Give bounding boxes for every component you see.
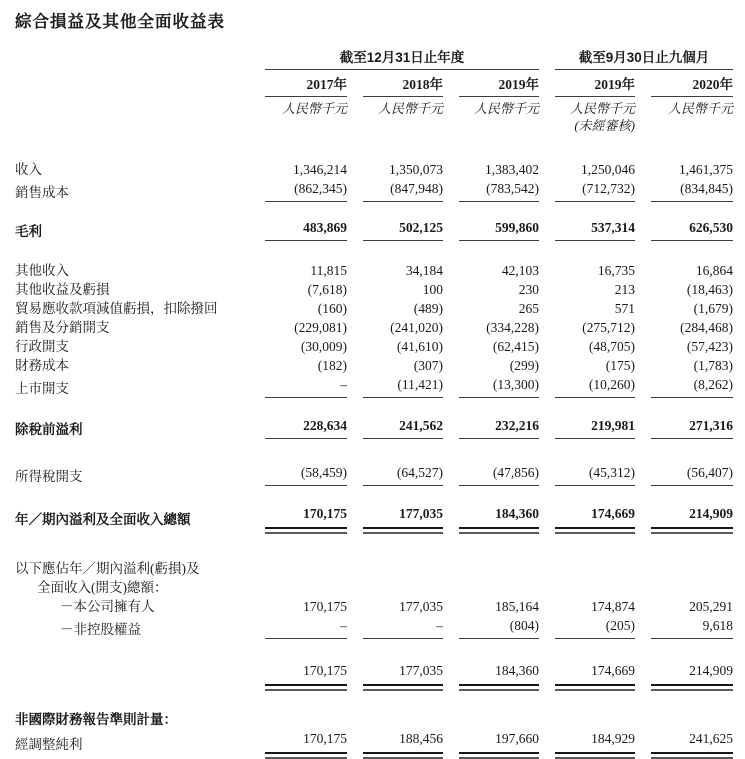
non-controlling-interests-value: – bbox=[363, 616, 443, 639]
non-controlling-interests-value: (804) bbox=[459, 616, 539, 639]
trade-receivables-impairment-value: (1,679) bbox=[693, 301, 733, 316]
non-controlling-interests-value: (205) bbox=[555, 616, 635, 639]
other-gains-losses-value: 230 bbox=[518, 282, 539, 297]
adjusted-net-profit-label: 經調整純利 bbox=[15, 737, 83, 752]
year-header-2020-interim: 2020年 bbox=[651, 75, 733, 97]
profit-before-tax-label: 除稅前溢利 bbox=[15, 422, 83, 437]
trade-receivables-impairment-value: (489) bbox=[413, 301, 443, 316]
unit-label: 人民幣千元 bbox=[473, 101, 539, 116]
revenue-value: 1,461,375 bbox=[679, 162, 733, 177]
income-tax-expense-value: (47,856) bbox=[459, 463, 539, 486]
unit-label: 人民幣千元 bbox=[281, 101, 347, 116]
adjusted-net-profit-value: 241,625 bbox=[651, 729, 733, 754]
cost-of-sales-value: (862,345) bbox=[265, 179, 347, 202]
year-header-2019-interim: 2019年 bbox=[555, 75, 635, 97]
other-gains-losses-value: 213 bbox=[614, 282, 635, 297]
non-controlling-interests-row bbox=[15, 616, 737, 639]
listing-expenses-value: – bbox=[265, 375, 347, 398]
listing-expenses-value: (11,421) bbox=[363, 375, 443, 398]
attributable-heading-line2: 全面收入(開支)總額： bbox=[37, 580, 168, 595]
attributable-total-value: 184,360 bbox=[459, 661, 539, 686]
profit-before-tax-value: 241,562 bbox=[363, 416, 443, 439]
admin-expenses-value: (57,423) bbox=[686, 339, 733, 354]
finance-costs-value: (299) bbox=[509, 358, 539, 373]
cost-of-sales-row bbox=[15, 179, 737, 202]
attributable-total-value: 174,669 bbox=[555, 661, 635, 686]
gross-profit-row bbox=[15, 218, 737, 241]
profit-before-tax-row bbox=[15, 416, 737, 439]
revenue-value: 1,350,073 bbox=[389, 162, 443, 177]
income-tax-expense-value: (56,407) bbox=[651, 463, 733, 486]
profit-before-tax-value: 232,216 bbox=[459, 416, 539, 439]
other-income-row bbox=[15, 261, 737, 280]
finance-costs-value: (1,783) bbox=[693, 358, 733, 373]
revenue-value: 1,383,402 bbox=[485, 162, 539, 177]
revenue-value: 1,250,046 bbox=[581, 162, 635, 177]
admin-expenses-value: (41,610) bbox=[396, 339, 443, 354]
attributable-heading bbox=[15, 559, 737, 597]
cost-of-sales-value: (712,732) bbox=[555, 179, 635, 202]
admin-expenses-value: (30,009) bbox=[300, 339, 347, 354]
gross-profit-label: 毛利 bbox=[15, 224, 42, 239]
revenue-row bbox=[15, 160, 737, 179]
total-comprehensive-income-label: 年／期內溢利及全面收入總額 bbox=[15, 512, 191, 527]
owners-of-company-value: 170,175 bbox=[303, 599, 347, 614]
listing-expenses-value: (8,262) bbox=[651, 375, 733, 398]
finance-costs-label: 財務成本 bbox=[15, 358, 69, 373]
adjusted-net-profit-value: 184,929 bbox=[555, 729, 635, 754]
cost-of-sales-value: (783,542) bbox=[459, 179, 539, 202]
unit-label: 人民幣千元 bbox=[667, 101, 733, 116]
income-tax-expense-value: (58,459) bbox=[265, 463, 347, 486]
total-comprehensive-income-value: 184,360 bbox=[459, 504, 539, 529]
other-income-value: 42,103 bbox=[501, 263, 539, 278]
owners-of-company-label: －本公司擁有人 bbox=[60, 599, 155, 614]
unit-label: 人民幣千元 bbox=[377, 101, 443, 116]
non-controlling-interests-value: – bbox=[265, 616, 347, 639]
other-gains-losses-value: (7,618) bbox=[307, 282, 347, 297]
total-comprehensive-income-value: 170,175 bbox=[265, 504, 347, 529]
admin-expenses-value: (48,705) bbox=[588, 339, 635, 354]
revenue-value: 1,346,214 bbox=[293, 162, 347, 177]
selling-distribution-value: (334,228) bbox=[486, 320, 539, 335]
column-group-annual: 截至12月31日止年度 bbox=[265, 48, 539, 70]
column-group-interim: 截至9月30日止九個月 bbox=[555, 48, 733, 70]
adjusted-net-profit-value: 170,175 bbox=[265, 729, 347, 754]
adjusted-net-profit-value: 188,456 bbox=[363, 729, 443, 754]
selling-distribution-value: (241,020) bbox=[390, 320, 443, 335]
year-header-2017: 2017年 bbox=[265, 75, 347, 97]
total-comprehensive-income-value: 214,909 bbox=[651, 504, 733, 529]
unit-label: 人民幣千元 bbox=[569, 101, 635, 116]
attributable-total-value: 170,175 bbox=[265, 661, 347, 686]
other-income-value: 11,815 bbox=[310, 263, 347, 278]
cost-of-sales-label: 銷售成本 bbox=[15, 185, 69, 200]
selling-distribution-value: (284,468) bbox=[680, 320, 733, 335]
trade-receivables-impairment-value: 265 bbox=[518, 301, 539, 316]
profit-before-tax-value: 228,634 bbox=[265, 416, 347, 439]
column-group-header-row bbox=[15, 48, 737, 70]
other-income-value: 16,735 bbox=[597, 263, 635, 278]
unit-label-unaudited bbox=[555, 100, 635, 134]
owners-of-company-row bbox=[15, 597, 737, 616]
cost-of-sales-value: (834,845) bbox=[651, 179, 733, 202]
listing-expenses-value: (10,260) bbox=[555, 375, 635, 398]
listing-expenses-value: (13,300) bbox=[459, 375, 539, 398]
other-income-label: 其他收入 bbox=[15, 263, 69, 278]
non-controlling-interests-value: 9,618 bbox=[651, 616, 733, 639]
unaudited-note: (未經審核) bbox=[574, 118, 635, 133]
gross-profit-value: 502,125 bbox=[363, 218, 443, 241]
listing-expenses-row bbox=[15, 375, 737, 398]
income-tax-expense-value: (64,527) bbox=[363, 463, 443, 486]
selling-distribution-label: 銷售及分銷開支 bbox=[15, 320, 110, 335]
total-comprehensive-income-value: 177,035 bbox=[363, 504, 443, 529]
finance-costs-row bbox=[15, 356, 737, 375]
revenue-label: 收入 bbox=[15, 162, 42, 177]
other-gains-losses-label: 其他收益及虧損 bbox=[15, 282, 110, 297]
other-income-value: 34,184 bbox=[405, 263, 443, 278]
total-comprehensive-income-row bbox=[15, 504, 737, 529]
selling-distribution-value: (275,712) bbox=[582, 320, 635, 335]
finance-costs-value: (307) bbox=[413, 358, 443, 373]
total-comprehensive-income-value: 174,669 bbox=[555, 504, 635, 529]
trade-receivables-impairment-value: (160) bbox=[317, 301, 347, 316]
gross-profit-value: 537,314 bbox=[555, 218, 635, 241]
trade-receivables-impairment-row bbox=[15, 299, 737, 318]
page-title: 綜合損益及其他全面收益表 bbox=[15, 13, 225, 31]
attributable-heading-line1: 以下應佔年／期內溢利(虧損)及 bbox=[15, 561, 200, 576]
listing-expenses-label: 上市開支 bbox=[15, 381, 69, 396]
cost-of-sales-value: (847,948) bbox=[363, 179, 443, 202]
other-gains-losses-value: 100 bbox=[422, 282, 443, 297]
owners-of-company-value: 177,035 bbox=[399, 599, 443, 614]
income-tax-expense-row bbox=[15, 463, 737, 486]
owners-of-company-value: 205,291 bbox=[689, 599, 733, 614]
year-header-row bbox=[15, 75, 737, 97]
gross-profit-value: 599,860 bbox=[459, 218, 539, 241]
attributable-total-row bbox=[15, 661, 737, 686]
profit-before-tax-value: 219,981 bbox=[555, 416, 635, 439]
gross-profit-value: 626,530 bbox=[651, 218, 733, 241]
other-gains-losses-value: (18,463) bbox=[686, 282, 733, 297]
gross-profit-value: 483,869 bbox=[265, 218, 347, 241]
adjusted-net-profit-value: 197,660 bbox=[459, 729, 539, 754]
profit-before-tax-value: 271,316 bbox=[651, 416, 733, 439]
admin-expenses-value: (62,415) bbox=[492, 339, 539, 354]
selling-distribution-value: (229,081) bbox=[294, 320, 347, 335]
attributable-total-value: 214,909 bbox=[651, 661, 733, 686]
non-ifrs-heading: 非國際財務報告準則計量： bbox=[15, 712, 177, 727]
owners-of-company-value: 185,164 bbox=[495, 599, 539, 614]
adjusted-net-profit-row bbox=[15, 729, 737, 754]
income-tax-expense-label: 所得稅開支 bbox=[15, 469, 83, 484]
other-income-value: 16,864 bbox=[695, 263, 733, 278]
admin-expenses-label: 行政開支 bbox=[15, 339, 69, 354]
year-header-2018: 2018年 bbox=[363, 75, 443, 97]
income-tax-expense-value: (45,312) bbox=[555, 463, 635, 486]
finance-costs-value: (175) bbox=[605, 358, 635, 373]
non-controlling-interests-label: －非控股權益 bbox=[60, 622, 141, 637]
attributable-total-value: 177,035 bbox=[363, 661, 443, 686]
year-header-2019: 2019年 bbox=[459, 75, 539, 97]
other-gains-losses-row bbox=[15, 280, 737, 299]
selling-distribution-row bbox=[15, 318, 737, 337]
owners-of-company-value: 174,874 bbox=[591, 599, 635, 614]
trade-receivables-impairment-value: 571 bbox=[614, 301, 635, 316]
trade-receivables-impairment-label: 貿易應收款項減值虧損，扣除撥回 bbox=[15, 301, 218, 316]
admin-expenses-row bbox=[15, 337, 737, 356]
income-statement-table bbox=[15, 48, 737, 754]
finance-costs-value: (182) bbox=[317, 358, 347, 373]
unit-header-row bbox=[15, 100, 737, 134]
